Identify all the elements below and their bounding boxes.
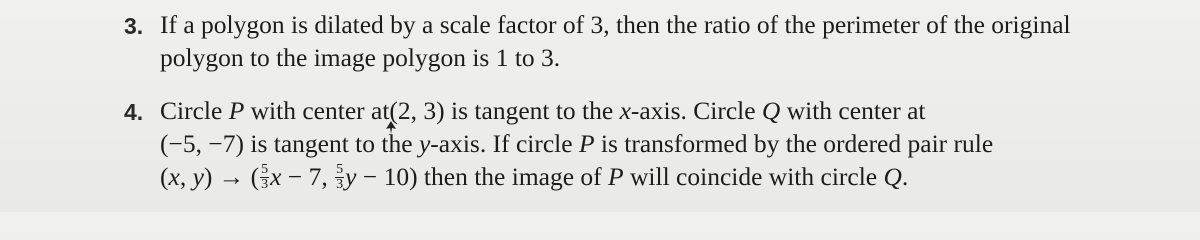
text-segment: with center at (780, 96, 926, 125)
variable-x: x (619, 96, 631, 125)
problem-4-number: 4. (124, 99, 144, 125)
fraction-denominator: 3 (261, 176, 269, 192)
problem-4-line-2 (160, 131, 993, 157)
text-segment: -axis. If circle (430, 129, 579, 158)
fraction-numerator: 5 (336, 161, 344, 177)
text-segment: − 7, (281, 162, 335, 191)
variable-y: y (192, 162, 204, 191)
fraction-denominator: 3 (336, 176, 344, 192)
text-segment: ) → ( (203, 162, 260, 191)
problem-3-line-2: polygon to the image polygon is 1 to 3. (160, 43, 561, 72)
variable-y: y (345, 162, 357, 191)
variable-p: P (608, 162, 624, 191)
text-segment: , (179, 162, 193, 191)
problem-4-line-3 (160, 161, 909, 194)
text-segment: − 10) then the image of (356, 162, 609, 191)
variable-p: P (228, 96, 245, 125)
fraction-numerator: 5 (261, 161, 269, 177)
problem-3-number: 3. (124, 13, 144, 39)
text-segment: will coincide with circle (623, 162, 884, 191)
fraction-five-thirds (260, 163, 269, 192)
text-segment: with center at (244, 96, 390, 125)
variable-y: y (418, 129, 431, 158)
text-segment: Circle (160, 96, 229, 125)
variable-x: x (270, 162, 282, 191)
fraction-five-thirds (335, 163, 344, 192)
text-segment: (−5, −7) is tangent to the (160, 129, 419, 158)
problem-3-line-1: If a polygon is dilated by a scale factor of 3, then the ratio of the perimeter of the original (160, 10, 1071, 39)
variable-q: Q (761, 96, 781, 125)
variable-q: Q (883, 162, 902, 191)
variable-p: P (578, 129, 595, 158)
text-segment: ( (160, 162, 169, 191)
variable-x: x (168, 162, 180, 191)
text-segment: is transformed by the ordered pair rule (594, 129, 994, 158)
text-segment: (2, 3) is tangent to the (389, 96, 620, 125)
text-segment: . (901, 162, 909, 191)
text-segment: -axis. Circle (630, 96, 762, 125)
problem-4-line-1 (160, 98, 926, 124)
